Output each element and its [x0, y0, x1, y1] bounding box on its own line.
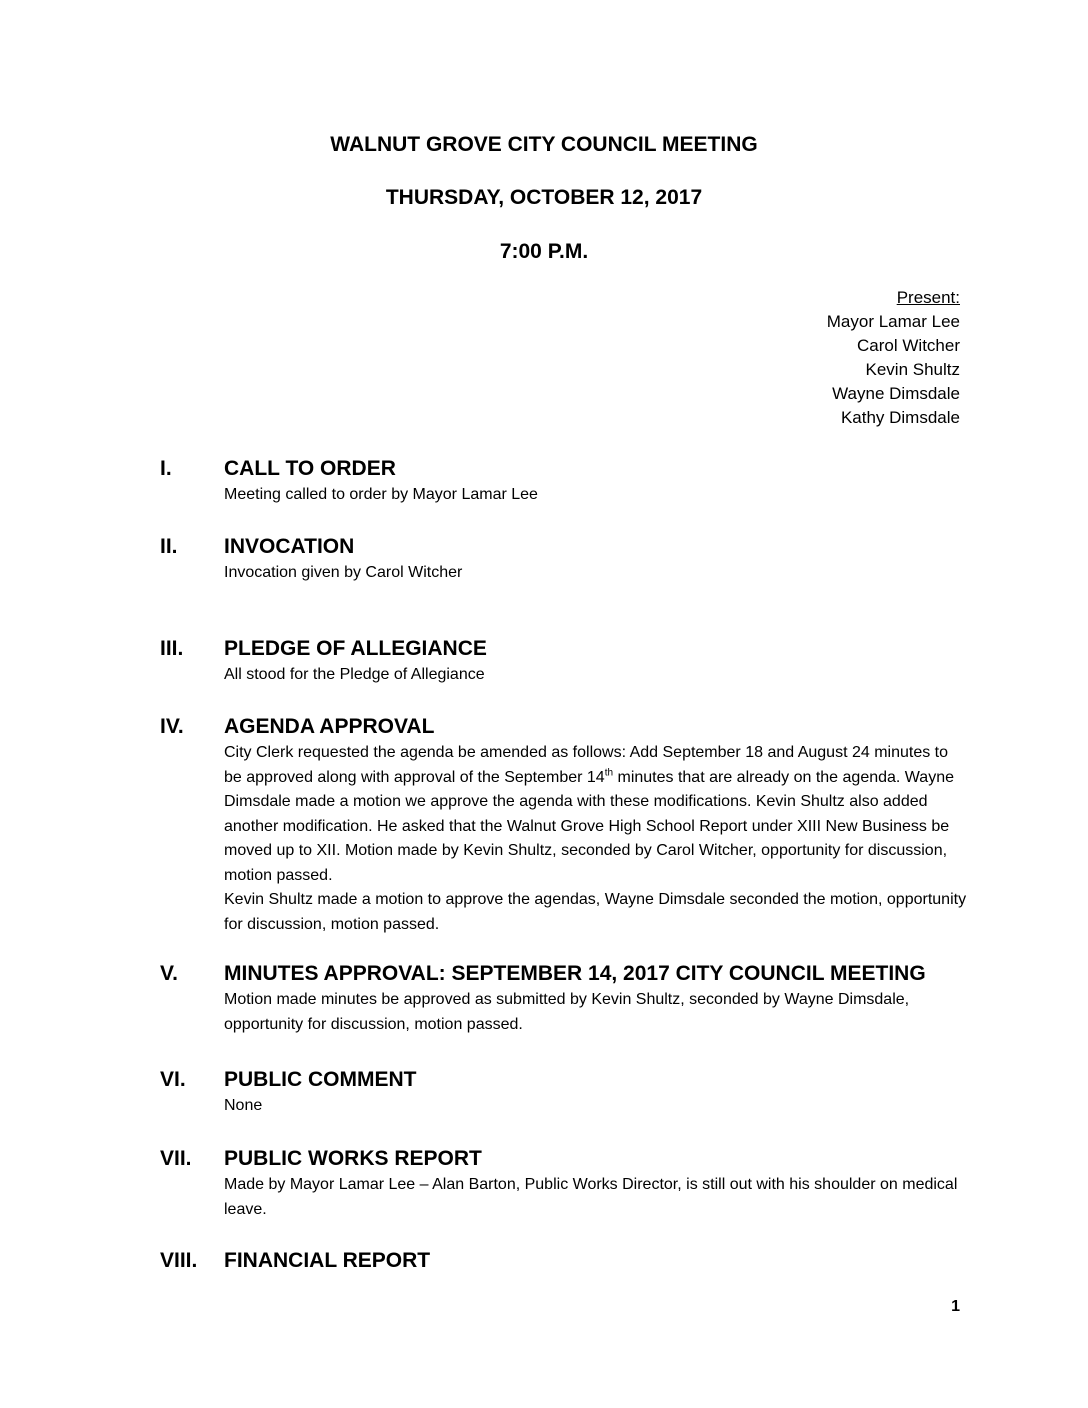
section-number: VII. — [160, 1147, 192, 1170]
section-number: VIII. — [160, 1249, 198, 1272]
section-body: Meeting called to order by Mayor Lamar Lee — [224, 486, 538, 503]
section-heading: PUBLIC COMMENT — [224, 1068, 417, 1091]
agenda-text-part: minutes that are already on the agenda. Wayne Dimsdale made a motion we approve the agenda with these modifications. Kevin Shultz also added another modification. He asked that the Walnut Grove High School Report under XIII New Business be moved up to XII. Motion made by Kevin Shultz, seconded by Carol Witcher, opportunity for discussion, motion passed. — [224, 768, 954, 884]
section-number: III. — [160, 637, 184, 660]
present-member: Kevin Shultz — [865, 360, 960, 379]
section-heading: PUBLIC WORKS REPORT — [224, 1147, 482, 1170]
present-member: Mayor Lamar Lee — [826, 312, 960, 331]
section-body: None — [224, 1097, 263, 1114]
present-member: Kathy Dimsdale — [840, 408, 960, 427]
section-minutes-approval — [160, 960, 970, 1037]
meeting-date: THURSDAY, OCTOBER 12, 2017 — [385, 186, 703, 209]
section-body — [224, 741, 970, 937]
section-number: I. — [160, 457, 172, 480]
section-heading: AGENDA APPROVAL — [224, 715, 435, 738]
section-number: II. — [160, 535, 178, 558]
section-public-comment — [160, 1066, 970, 1119]
agenda-text-part: City Clerk requested the agenda be amended as follows: Add September 18 and August 24 minutes to be approved along with approval of the September 14 — [224, 744, 949, 786]
section-public-works-report — [160, 1145, 970, 1222]
section-number: VI. — [160, 1068, 186, 1091]
section-heading: MINUTES APPROVAL: SEPTEMBER 14, 2017 CITY COUNCIL MEETING — [224, 962, 926, 985]
section-heading: INVOCATION — [224, 535, 355, 558]
meeting-time: 7:00 P.M. — [499, 240, 589, 263]
present-member: Carol Witcher — [857, 336, 960, 355]
attendance-list — [827, 286, 960, 430]
section-heading: CALL TO ORDER — [224, 457, 396, 480]
section-number: V. — [160, 962, 178, 985]
section-body: All stood for the Pledge of Allegiance — [224, 666, 485, 683]
section-pledge — [160, 635, 970, 688]
meeting-title: WALNUT GROVE CITY COUNCIL MEETING — [330, 133, 758, 156]
section-heading: FINANCIAL REPORT — [224, 1249, 431, 1272]
section-body: Made by Mayor Lamar Lee – Alan Barton, Public Works Director, is still out with his shoulder on medical leave. — [224, 1176, 958, 1218]
section-body: Invocation given by Carol Witcher — [224, 564, 463, 581]
agenda-paragraph: Kevin Shultz made a motion to approve the agendas, Wayne Dimsdale seconded the motion, opportunity for discussion, motion passed. — [224, 891, 967, 933]
agenda-paragraph — [224, 741, 970, 888]
ordinal-suffix: th — [604, 767, 614, 779]
section-financial-report — [160, 1247, 970, 1275]
section-invocation — [160, 533, 970, 586]
section-call-to-order — [160, 455, 970, 508]
page-number: 1 — [951, 1298, 960, 1315]
section-body: Motion made minutes be approved as submitted by Kevin Shultz, seconded by Wayne Dimsdale, opportunity for discussion, motion passed. — [224, 991, 910, 1033]
section-agenda-approval — [160, 713, 970, 937]
present-label: Present: — [896, 288, 960, 307]
present-member: Wayne Dimsdale — [832, 384, 960, 403]
section-heading: PLEDGE OF ALLEGIANCE — [224, 637, 487, 660]
section-number: IV. — [160, 715, 184, 738]
